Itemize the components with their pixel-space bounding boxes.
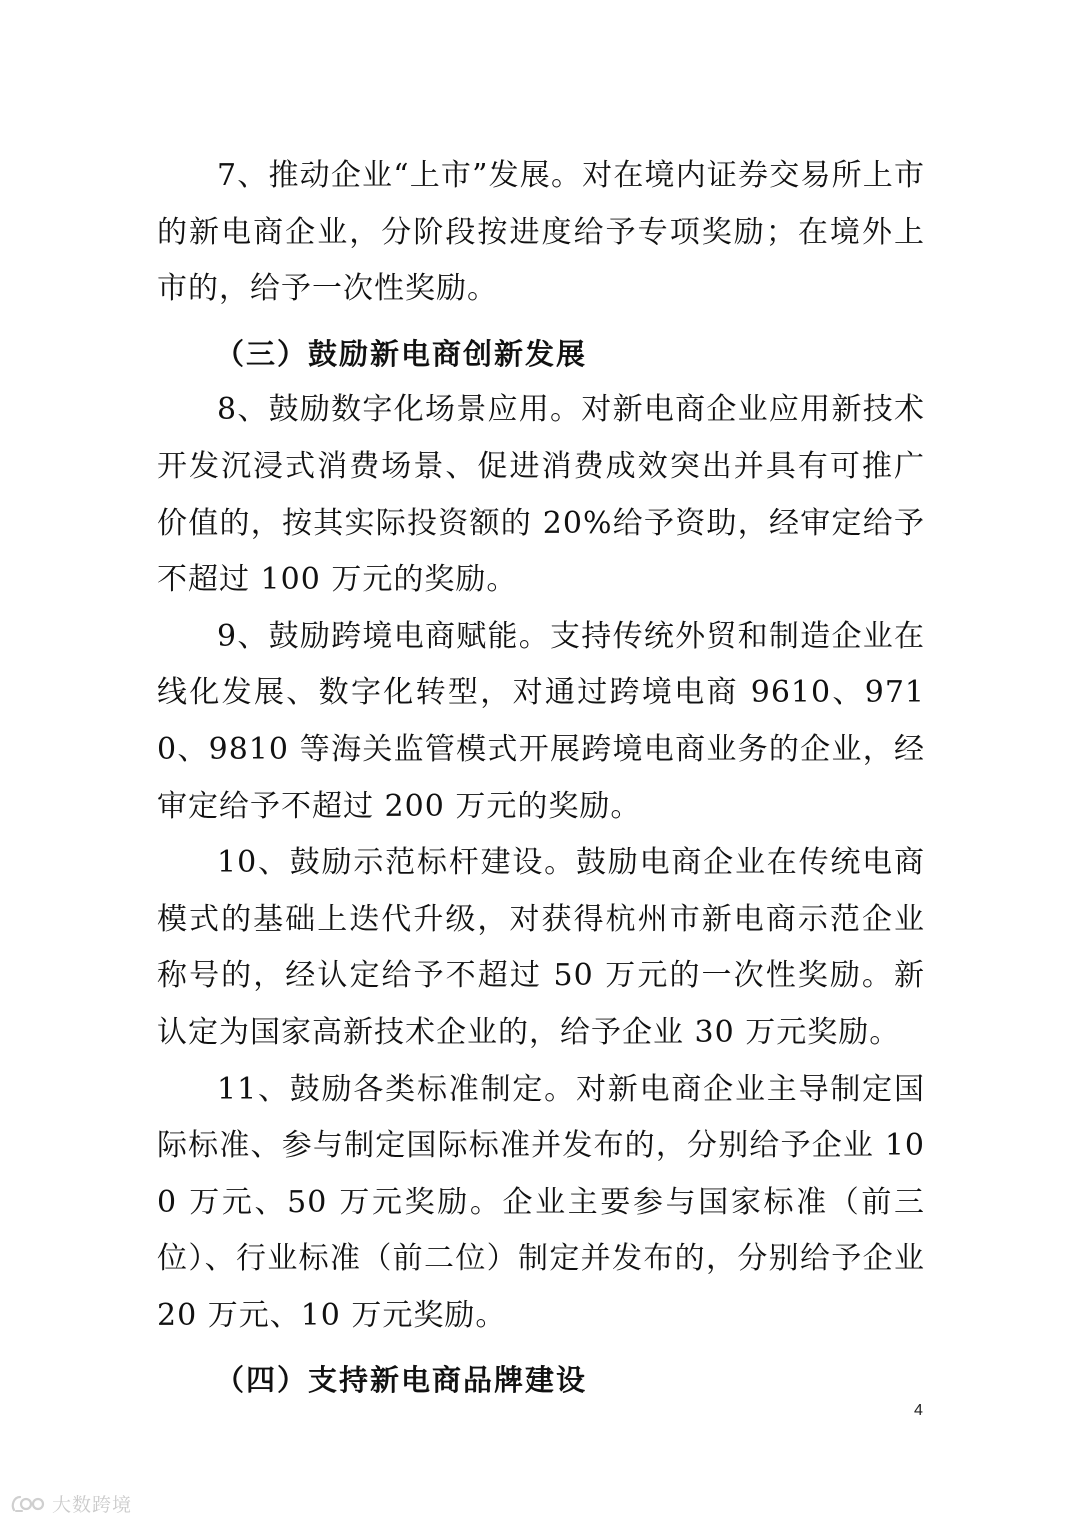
section-heading-4: （四）支持新电商品牌建设: [215, 1363, 588, 1398]
brand-logo-icon: [10, 1493, 48, 1515]
section-heading-3: （三）鼓励新电商创新发展: [215, 336, 588, 371]
paragraph-9: 9、鼓励跨境电商赋能。支持传统外贸和制造企业在线化发展、数字化转型，对通过跨境电商 9610、9710、9810 等海关监管模式开展跨境电商业务的企业，经审定给予不超过 200 万元的奖励。: [157, 618, 925, 824]
document-body: [157, 148, 925, 1409]
paragraph-8: 8、鼓励数字化场景应用。对新电商企业应用新技术开发沉浸式消费场景、促进消费成效突出并具有可推广价值的，按其实际投资额的 20%给予资助，经审定给予不超过 100 万元的奖励。: [157, 392, 925, 598]
paragraph-11: 11、鼓励各类标准制定。对新电商企业主导制定国际标准、参与制定国际标准并发布的，分别给予企业 100 万元、50 万元奖励。企业主要参与国家标准（前三位）、行业标准（前二位）制定并发布的，分别给予企业 20 万元、10 万元奖励。: [157, 1071, 925, 1333]
watermark: [10, 1490, 132, 1517]
paragraph-7: 7、推动企业“上市”发展。对在境内证券交易所上市的新电商企业，分阶段按进度给予专项奖励；在境外上市的，给予一次性奖励。: [157, 158, 925, 307]
page-number: 4: [914, 1402, 923, 1419]
paragraph-10: 10、鼓励示范标杆建设。鼓励电商企业在传统电商模式的基础上迭代升级，对获得杭州市新电商示范企业称号的，经认定给予不超过 50 万元的一次性奖励。新认定为国家高新技术企业的，给予企业 30 万元奖励。: [157, 845, 925, 1050]
watermark-text: 大数跨境: [52, 1494, 133, 1516]
